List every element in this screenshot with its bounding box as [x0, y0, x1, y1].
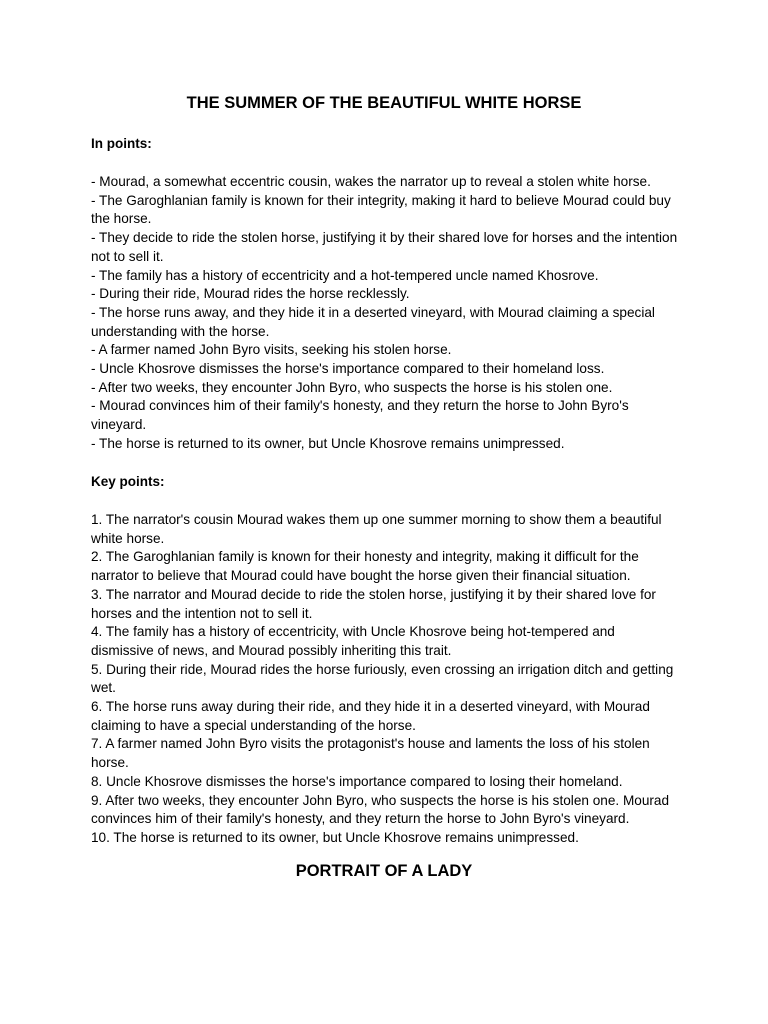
next-section-title: PORTRAIT OF A LADY — [295, 862, 473, 880]
section-heading-key-points: Key points: — [91, 474, 165, 489]
list-item: - The horse is returned to its owner, but Uncle Khosrove remains unimpressed. — [91, 435, 565, 451]
document-title: THE SUMMER OF THE BEAUTIFUL WHITE HORSE — [186, 94, 582, 112]
list-item: - The horse runs away, and they hide it in a deserted vineyard, with Mourad claiming a special understanding with the horse. — [91, 304, 655, 339]
list-item: 10. The horse is returned to its owner, but Uncle Khosrove remains unimpressed. — [91, 829, 579, 845]
list-item: 5. During their ride, Mourad rides the horse furiously, even crossing an irrigation ditch and getting wet. — [91, 661, 674, 696]
list-item: - After two weeks, they encounter John Byro, who suspects the horse is his stolen one. — [91, 379, 613, 395]
list-item: 4. The family has a history of eccentricity, with Uncle Khosrove being hot-tempered and dismissive of news, and Mourad possibly inheriting this trait. — [91, 624, 615, 658]
list-item: - A farmer named John Byro visits, seeking his stolen horse. — [91, 342, 452, 358]
list-item: - The Garoghlanian family is known for their integrity, making it hard to believe Mourad could buy the horse. — [91, 192, 671, 227]
list-item: - Mourad convinces him of their family's honesty, and they return the horse to John Byro's vineyard. — [91, 398, 629, 433]
list-item: 9. After two weeks, they encounter John Byro, who suspects the horse is his stolen one. Mourad convinces him of their family's honesty, and they return the horse to John Byro's vineyard. — [91, 792, 670, 827]
list-item: 7. A farmer named John Byro visits the protagonist's house and laments the loss of his stolen horse. — [91, 736, 650, 771]
list-item: - They decide to ride the stolen horse, justifying it by their shared love for horses and the intention not to sell it. — [91, 230, 678, 264]
section-heading-in-points: In points: — [91, 136, 152, 151]
list-item: - Mourad, a somewhat eccentric cousin, wakes the narrator up to reveal a stolen white horse. — [91, 174, 651, 189]
list-item: 1. The narrator's cousin Mourad wakes them up one summer morning to show them a beautiful white horse. — [91, 512, 662, 546]
list-item: - Uncle Khosrove dismisses the horse's importance compared to their homeland loss. — [91, 361, 605, 377]
list-item: - The family has a history of eccentricity and a hot-tempered uncle named Khosrove. — [91, 267, 599, 283]
list-item: 6. The horse runs away during their ride, and they hide it in a deserted vineyard, with Mourad claiming to have a special understanding of the horse. — [91, 699, 650, 733]
list-item: 2. The Garoghlanian family is known for their honesty and integrity, making it difficult for the narrator to believe that Mourad could have bought the horse given their financial situation. — [91, 549, 639, 584]
key-points-list — [91, 511, 681, 848]
list-item: 8. Uncle Khosrove dismisses the horse's importance compared to losing their homeland. — [91, 773, 623, 789]
in-points-list — [91, 173, 681, 454]
list-item: - During their ride, Mourad rides the horse recklessly. — [91, 286, 410, 302]
list-item: 3. The narrator and Mourad decide to ride the stolen horse, justifying it by their shared love for horses and the intention not to sell it. — [91, 586, 656, 621]
